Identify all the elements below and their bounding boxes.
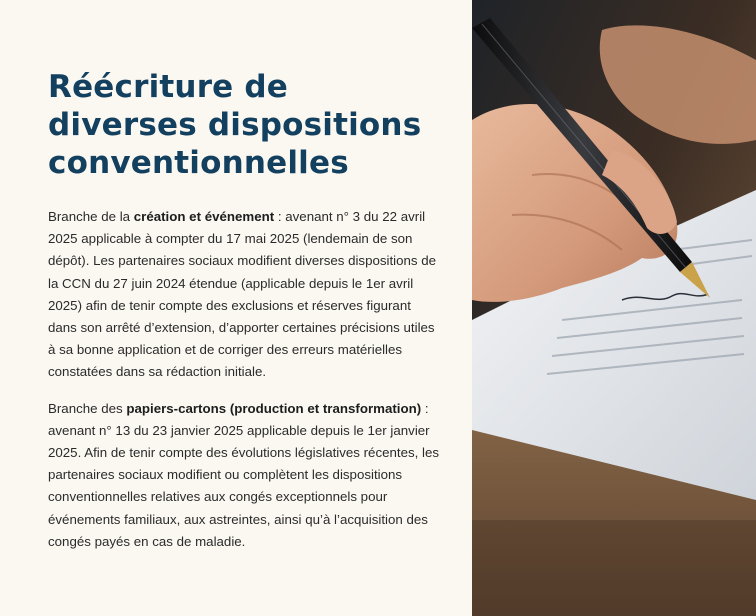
paragraph-body: : avenant n° 13 du 23 janvier 2025 applicable depuis le 1er janvier 2025. Afin de tenir compte des évolutions législatives récentes, les partenaires sociaux modifient ou complètent les dispositions conventionnelles relatives aux congés exceptionnels pour événements familiaux, aux astreintes, ainsi qu’à l’acquisition des congés payés en cas de maladie. <box>48 400 440 549</box>
branch-name: papiers-cartons (production et transformation) <box>126 400 422 416</box>
paragraph-creation-evenement <box>48 206 442 384</box>
hand-signing-document-photo <box>472 0 756 616</box>
page-title: Réécriture de diverses dispositions conventionnelles <box>48 69 422 181</box>
paragraph-papiers-cartons <box>48 398 442 553</box>
paragraph-body: : avenant n° 3 du 22 avril 2025 applicable à compter du 17 mai 2025 (lendemain de son dépôt). Les partenaires sociaux modifient diverses dispositions de la CCN du 27 juin 2024 étendue (applicable depuis le 1er avril 2025) afin de tenir compte des exclusions et réserves figurant dans son arrêté d’extension, d’apporter certaines précisions utiles à sa bonne application et de corriger des erreurs matérielles constatées dans sa rédaction initiale. <box>48 209 437 380</box>
paragraph-prefix: Branche de la <box>48 209 134 224</box>
paragraph-prefix: Branche des <box>48 400 127 416</box>
photo-illustration <box>472 0 756 616</box>
branch-name: création et événement <box>133 209 275 224</box>
